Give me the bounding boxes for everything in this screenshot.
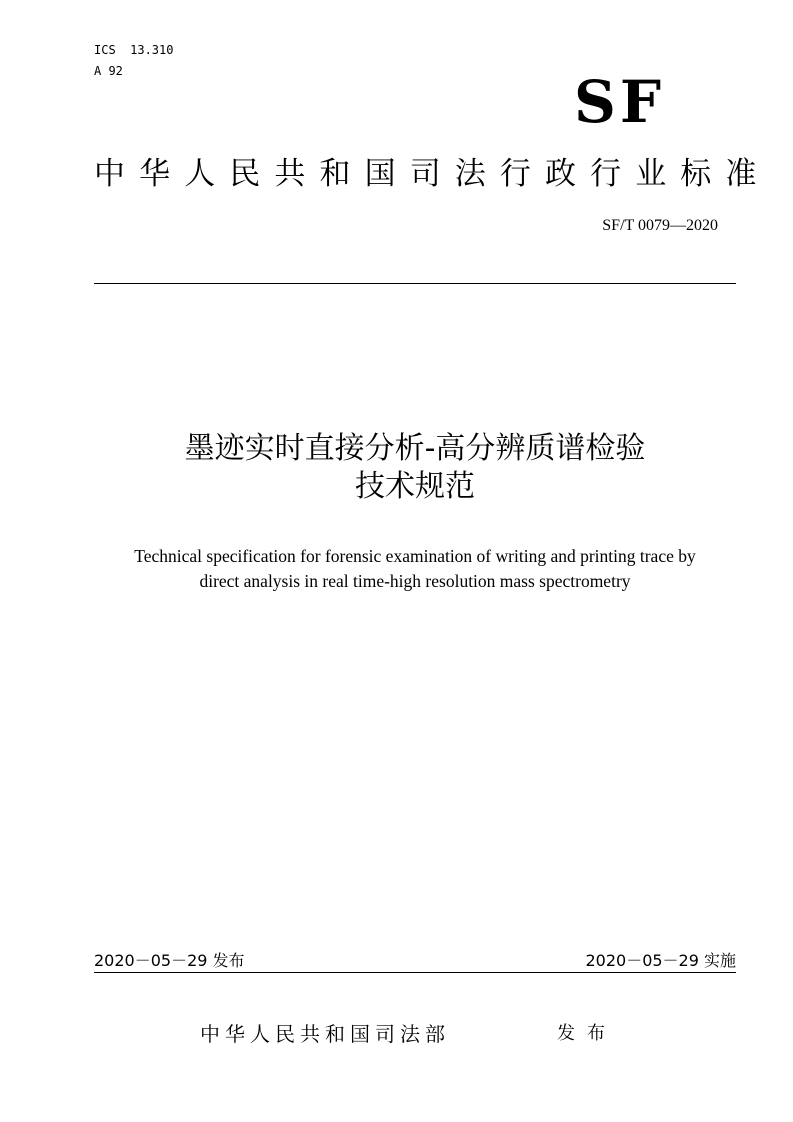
ics-code: ICS 13.310 [94, 43, 174, 57]
implementation-date: 2020－05－29 实施 [585, 951, 736, 970]
english-title-line-1: Technical specification for forensic examination of writing and printing trace by [134, 546, 696, 566]
top-divider [94, 283, 736, 284]
sf-logo: SF [574, 68, 666, 136]
standard-code: SF/T 0079—2020 [602, 217, 718, 234]
publish-label: 发布 [557, 1023, 617, 1044]
chinese-title-line-2: 技术规范 [355, 469, 475, 504]
category-code: A 92 [94, 64, 123, 78]
ics-classification [94, 40, 173, 82]
english-title-line-2: direct analysis in real time-high resolution mass spectrometry [199, 571, 631, 591]
chinese-title [94, 430, 736, 506]
bottom-divider [94, 972, 736, 973]
issue-date: 2020－05－29 发布 [94, 951, 245, 970]
standard-type-title: 中华人民共和国司法行政行业标准 [94, 156, 771, 192]
english-title [94, 544, 736, 594]
issuing-authority: 中华人民共和国司法部 [200, 1022, 450, 1046]
chinese-title-line-1: 墨迹实时直接分析-高分辨质谱检验 [184, 431, 646, 466]
